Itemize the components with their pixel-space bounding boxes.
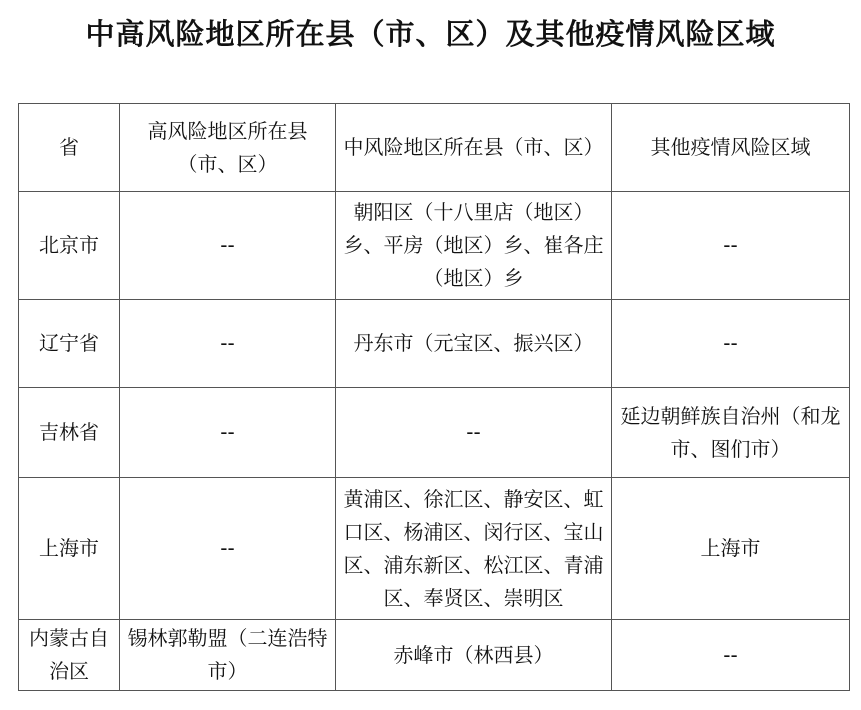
document-title: 中高风险地区所在县（市、区）及其他疫情风险区域 xyxy=(85,17,776,51)
header-other-risk: 其他疫情风险区域 xyxy=(612,104,850,192)
cell-province: 内蒙古自治区 xyxy=(19,620,120,691)
cell-other-risk: -- xyxy=(612,192,850,300)
cell-high-risk: -- xyxy=(120,300,336,388)
cell-high-risk: -- xyxy=(120,478,336,620)
table-row xyxy=(19,192,850,300)
cell-medium-risk: 黄浦区、徐汇区、静安区、虹口区、杨浦区、闵行区、宝山区、浦东新区、松江区、青浦区、奉贤区、崇明区 xyxy=(336,478,612,620)
table-header-row xyxy=(19,104,850,192)
cell-other-risk: 延边朝鲜族自治州（和龙市、图们市） xyxy=(612,388,850,478)
cell-province: 上海市 xyxy=(19,478,120,620)
cell-other-risk: 上海市 xyxy=(612,478,850,620)
cell-medium-risk: 朝阳区（十八里店（地区）乡、平房（地区）乡、崔各庄（地区）乡 xyxy=(336,192,612,300)
table-row xyxy=(19,478,850,620)
header-medium-risk: 中风险地区所在县（市、区） xyxy=(336,104,612,192)
cell-medium-risk: -- xyxy=(336,388,612,478)
risk-area-table xyxy=(18,103,850,691)
header-high-risk: 高风险地区所在县（市、区） xyxy=(120,104,336,192)
cell-medium-risk: 赤峰市（林西县） xyxy=(336,620,612,691)
table-row xyxy=(19,620,850,691)
cell-medium-risk: 丹东市（元宝区、振兴区） xyxy=(336,300,612,388)
table-row xyxy=(19,388,850,478)
cell-high-risk: -- xyxy=(120,192,336,300)
cell-other-risk: -- xyxy=(612,300,850,388)
cell-other-risk: -- xyxy=(612,620,850,691)
cell-province: 吉林省 xyxy=(19,388,120,478)
cell-province: 辽宁省 xyxy=(19,300,120,388)
table-row xyxy=(19,300,850,388)
cell-high-risk: -- xyxy=(120,388,336,478)
cell-province: 北京市 xyxy=(19,192,120,300)
cell-high-risk: 锡林郭勒盟（二连浩特市） xyxy=(120,620,336,691)
header-province: 省 xyxy=(19,104,120,192)
